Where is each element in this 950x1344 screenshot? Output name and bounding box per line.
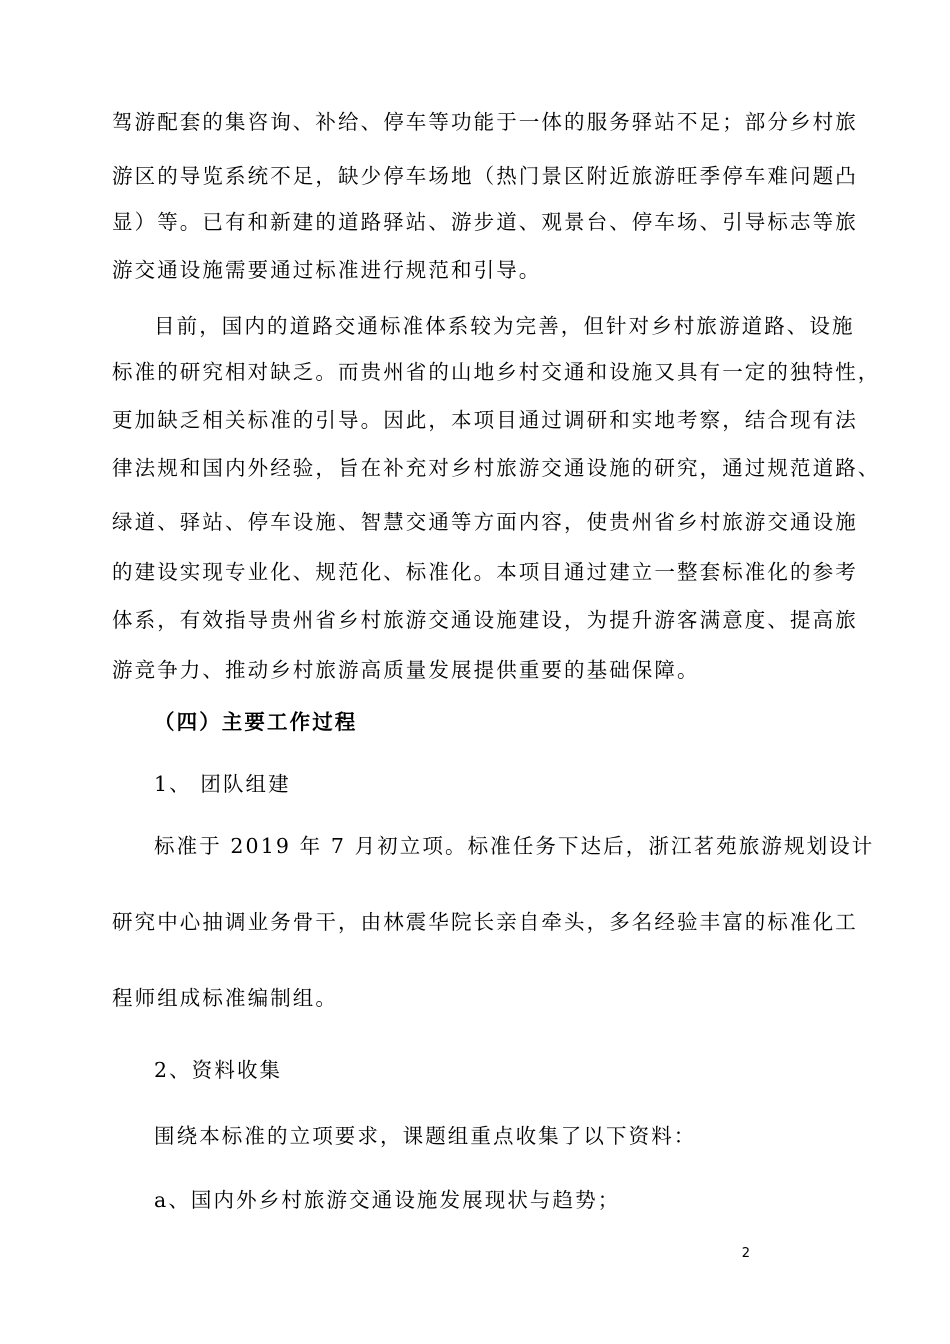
paragraph-3-line-3: 程师组成标准编制组。 <box>112 986 338 1010</box>
paragraph-1-line-3: 显）等。已有和新建的道路驿站、游步道、观景台、停车场、引导标志等旅 <box>112 210 858 234</box>
paragraph-2-line-7: 体系，有效指导贵州省乡村旅游交通设施建设，为提升游客满意度、提高旅 <box>112 608 858 632</box>
paragraph-4: 围绕本标准的立项要求，课题组重点收集了以下资料： <box>154 1124 697 1148</box>
paragraph-2-line-2: 标准的研究相对缺乏。而贵州省的山地乡村交通和设施又具有一定的独特性， <box>112 360 881 384</box>
paragraph-1-line-2: 游区的导览系统不足，缺少停车场地（热门景区附近旅游旺季停车难问题凸 <box>112 164 858 188</box>
page-number: 2 <box>741 1246 750 1261</box>
section-heading: （四）主要工作过程 <box>154 710 358 734</box>
paragraph-2-line-1: 目前，国内的道路交通标准体系较为完善，但针对乡村旅游道路、设施 <box>154 314 855 338</box>
paragraph-1-line-1: 驾游配套的集咨询、补给、停车等功能于一体的服务驿站不足；部分乡村旅 <box>112 110 858 134</box>
item-2-heading: 2、资料收集 <box>154 1058 283 1082</box>
paragraph-2-line-4: 律法规和国内外经验，旨在补充对乡村旅游交通设施的研究，通过规范道路、 <box>112 456 881 480</box>
paragraph-3-line-2: 研究中心抽调业务骨干，由林震华院长亲自牵头，多名经验丰富的标准化工 <box>112 910 858 934</box>
item-1-heading: 1、 团队组建 <box>154 772 291 796</box>
list-item-a: a、国内外乡村旅游交通设施发展现状与趋势； <box>154 1188 621 1212</box>
paragraph-2-line-8: 游竞争力、推动乡村旅游高质量发展提供重要的基础保障。 <box>112 658 700 682</box>
paragraph-3-line-1: 标准于 2019 年 7 月初立项。标准任务下达后，浙江茗苑旅游规划设计 <box>154 834 875 858</box>
paragraph-2-line-5: 绿道、驿站、停车设施、智慧交通等方面内容，使贵州省乡村旅游交通设施 <box>112 510 858 534</box>
paragraph-1-line-4: 游交通设施需要通过标准进行规范和引导。 <box>112 258 542 282</box>
paragraph-2-line-6: 的建设实现专业化、规范化、标准化。本项目通过建立一整套标准化的参考 <box>112 560 858 584</box>
paragraph-2-line-3: 更加缺乏相关标准的引导。因此，本项目通过调研和实地考察，结合现有法 <box>112 408 858 432</box>
